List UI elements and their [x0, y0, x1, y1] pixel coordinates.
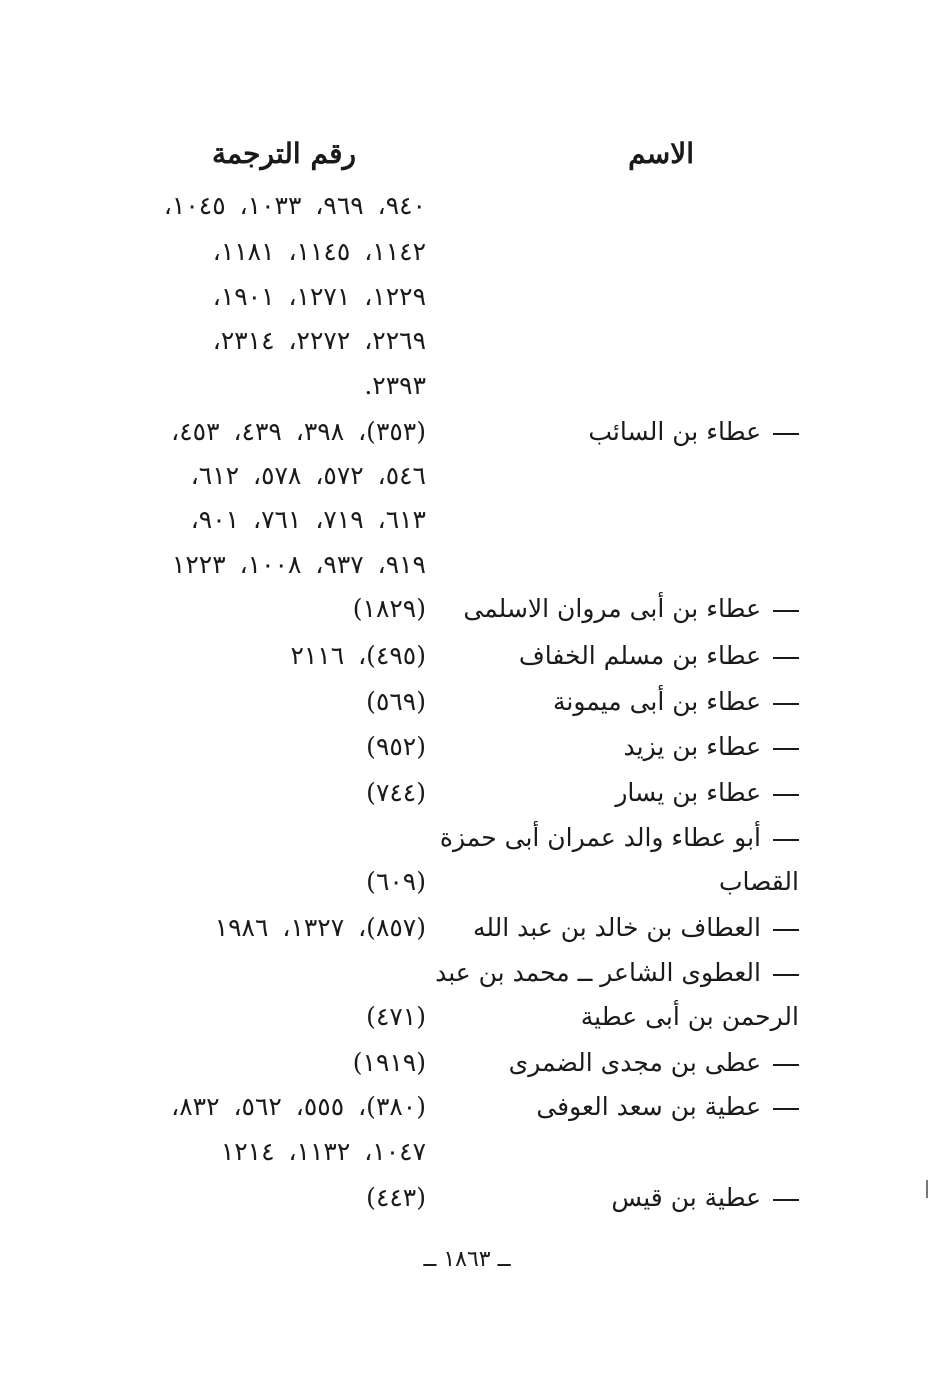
entry-numbers: ١٠٤٧، ١١٣٢، ١٢١٤ [220, 1137, 426, 1166]
entry-dash [773, 1199, 799, 1201]
entry-name-text: عطية بن سعد العوفى [536, 1092, 761, 1121]
entry-dash [773, 929, 799, 931]
entry-name-text: العطوى الشاعر ــ محمد بن عبد [435, 958, 761, 987]
entry-name [459, 586, 799, 632]
entry-numbers: ٢٢٦٩، ٢٢٧٢، ٢٣١٤، [212, 326, 426, 355]
entry-name-text: عطية بن قيس [611, 1183, 761, 1212]
entry-name [459, 633, 799, 679]
entry-dash [773, 657, 799, 659]
entry-numbers: (١٩١٩) [352, 1048, 426, 1077]
entry-name [435, 950, 799, 996]
entry-numbers: (٣٥٣)، ٣٩٨، ٤٣٩، ٤٥٣، [171, 417, 426, 446]
column-header-number: رقم الترجمة [211, 137, 356, 170]
entry-name-text: العطاف بن خالد بن عبد الله [472, 913, 761, 942]
entry-name-text: عطاء بن أبى مروان الاسلمى [463, 594, 761, 623]
entry-name-text: أبو عطاء والد عمران أبى حمزة [439, 823, 761, 852]
entry-name [459, 229, 799, 275]
entry-numbers: ٦١٣، ٧١٩، ٧٦١، ٩٠١، [190, 505, 426, 534]
entry-name-text: عطاء بن مسلم الخفاف [518, 641, 761, 670]
entry-numbers: (٤٤٣) [366, 1183, 426, 1212]
entry-dash [773, 433, 799, 435]
entry-numbers: (٤٧١) [366, 1002, 426, 1031]
entry-dash [773, 794, 799, 796]
entry-numbers: (٣٨٠)، ٥٥٥، ٥٦٢، ٨٣٢، [171, 1092, 426, 1121]
entry-name [459, 1175, 799, 1221]
entry-name-text: عطاء بن السائب [588, 417, 761, 446]
entry-numbers: ١١٤٢، ١١٤٥، ١١٨١، [212, 237, 426, 266]
entry-name [459, 363, 799, 409]
entry-name [459, 1084, 799, 1130]
entry-name [459, 497, 799, 543]
entry-dash [773, 1108, 799, 1110]
entry-numbers: ٢٣٩٣. [364, 371, 426, 400]
entry-name [459, 1040, 799, 1086]
entry-name [459, 274, 799, 320]
entry-numbers: (٩٥٢) [366, 732, 426, 761]
entry-numbers: (٧٤٤) [366, 778, 426, 807]
entry-name [439, 815, 799, 861]
entry-name [459, 994, 799, 1040]
entry-numbers: (٨٥٧)، ١٣٢٧، ١٩٨٦ [214, 913, 426, 942]
entry-dash [773, 748, 799, 750]
entry-dash [773, 610, 799, 612]
entry-name-text: القصاب [718, 867, 799, 896]
entry-name-text: عطاء بن يسار [615, 778, 761, 807]
entry-numbers: ١٢٢٩، ١٢٧١، ١٩٠١، [212, 282, 426, 311]
entry-name [459, 724, 799, 770]
entry-name [459, 905, 799, 951]
page-number: ــ ١٨٦٣ ــ [423, 1247, 511, 1272]
entry-dash [773, 1064, 799, 1066]
entry-numbers: (١٨٢٩) [352, 594, 426, 623]
entry-name [459, 542, 799, 588]
entry-numbers: ٥٤٦، ٥٧٢، ٥٧٨، ٦١٢، [190, 461, 426, 490]
entry-numbers [86, 950, 426, 996]
entry-name [459, 453, 799, 499]
entry-dash [773, 839, 799, 841]
entry-name [459, 318, 799, 364]
entry-name [459, 183, 799, 229]
entry-name-text: عطاء بن يزيد [623, 732, 761, 761]
entry-numbers: (٤٩٥)، ٢١١٦ [290, 641, 426, 670]
scan-edge-mark [926, 1180, 928, 1198]
entry-name [459, 409, 799, 455]
entry-name [459, 770, 799, 816]
entry-numbers: (٥٦٩) [366, 687, 426, 716]
entry-name-text: الرحمن بن أبى عطية [580, 1002, 799, 1031]
column-header-name: الاسم [628, 137, 694, 170]
entry-numbers: (٦٠٩) [366, 867, 426, 896]
entry-name [459, 859, 799, 905]
entry-name [459, 1129, 799, 1175]
entry-numbers: ٩٤٠، ٩٦٩، ١٠٣٣، ١٠٤٥، [163, 191, 426, 220]
entry-numbers: ٩١٩، ٩٣٧، ١٠٠٨، ١٢٢٣ [171, 550, 426, 579]
entry-name [459, 679, 799, 725]
entry-dash [773, 703, 799, 705]
entry-name-text: عطى بن مجدى الضمرى [508, 1048, 761, 1077]
entry-name-text: عطاء بن أبى ميمونة [552, 687, 761, 716]
entry-dash [773, 974, 799, 976]
entry-numbers [86, 815, 426, 861]
